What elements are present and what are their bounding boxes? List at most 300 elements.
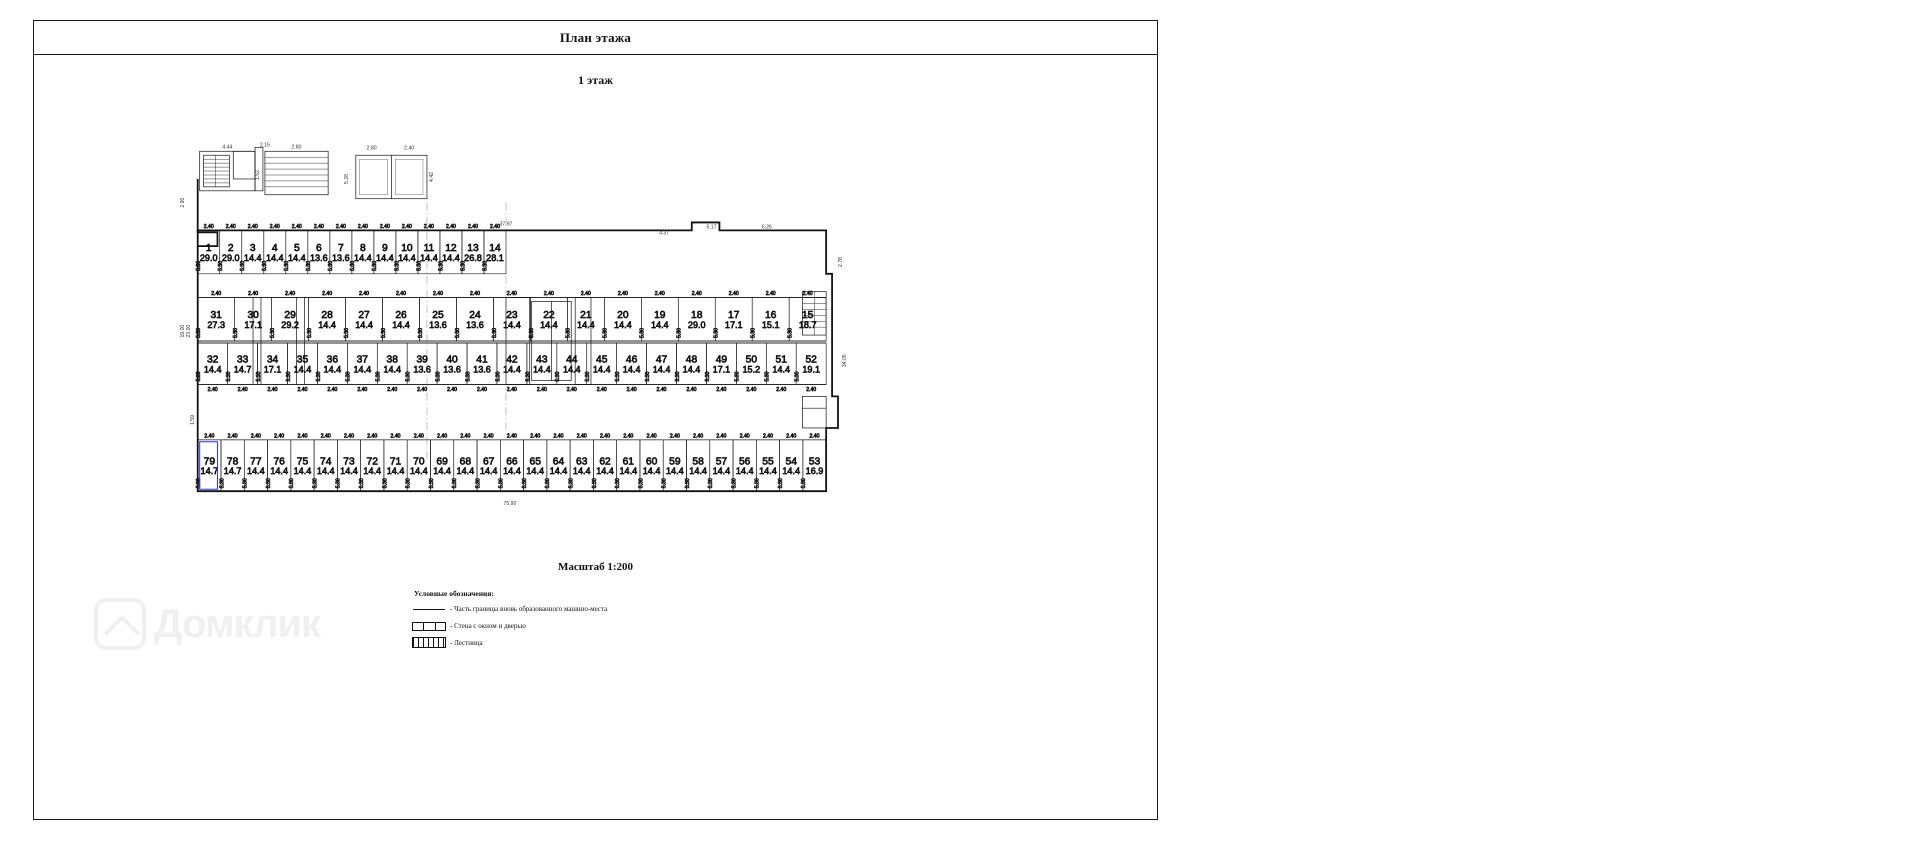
cell-depth-label: 5.30 xyxy=(345,371,352,382)
parking-cell[interactable] xyxy=(262,224,286,274)
cell-dimension-label: 2.40 xyxy=(506,291,517,298)
cell-depth-label: 5.30 xyxy=(438,260,445,271)
cell-depth-label: 5.30 xyxy=(270,328,277,339)
parking-cell[interactable] xyxy=(346,343,378,393)
cell-depth-label: 5.30 xyxy=(312,478,319,489)
cell-depth-label: 5.30 xyxy=(416,260,423,271)
parking-cell[interactable] xyxy=(795,343,827,393)
parking-cell[interactable] xyxy=(312,433,337,491)
cell-dimension-label: 2.40 xyxy=(669,433,680,440)
parking-cell-number: 40 xyxy=(446,354,458,366)
parking-cell-number: 4 xyxy=(271,242,278,254)
parking-cell-number: 59 xyxy=(669,456,681,468)
svg-text:2.80: 2.80 xyxy=(366,145,377,152)
parking-cell[interactable] xyxy=(306,224,330,274)
parking-cell-area: 16.9 xyxy=(805,466,824,477)
parking-cell-number: 48 xyxy=(685,354,698,366)
cell-dimension-label: 2.40 xyxy=(247,223,258,230)
cell-dimension-label: 2.40 xyxy=(765,291,776,298)
boundary-line-icon xyxy=(412,603,446,615)
parking-cell-area: 29.2 xyxy=(281,319,299,330)
parking-cell-number: 63 xyxy=(576,456,588,468)
parking-cell[interactable] xyxy=(240,224,264,274)
cell-dimension-label: 2.40 xyxy=(248,291,259,298)
parking-cell[interactable] xyxy=(765,343,797,393)
parking-cell-number: 51 xyxy=(775,354,787,366)
floor-plan-drawing xyxy=(174,141,1004,541)
cell-depth-label: 5.30 xyxy=(306,328,313,339)
cell-depth-label: 5.30 xyxy=(196,260,203,271)
parking-cell[interactable] xyxy=(495,343,527,393)
cell-depth-label: 5.30 xyxy=(284,260,291,271)
parking-cell-number: 46 xyxy=(625,354,638,366)
parking-cell-number: 73 xyxy=(343,456,355,468)
parking-cell-area: 14.4 xyxy=(503,364,521,375)
parking-cell-number: 66 xyxy=(506,456,518,468)
cell-depth-label: 5.30 xyxy=(602,328,609,339)
parking-cell-number: 15 xyxy=(801,310,814,322)
parking-cell[interactable] xyxy=(372,224,396,274)
parking-cell-number: 60 xyxy=(645,456,658,468)
parking-cell[interactable] xyxy=(350,224,374,274)
cell-dimension-label: 2.40 xyxy=(357,386,368,393)
parking-cell-number: 31 xyxy=(210,310,222,322)
parking-cell[interactable] xyxy=(196,291,235,341)
parking-cell-area: 14.4 xyxy=(247,466,265,477)
parking-cell-area: 14.4 xyxy=(323,364,342,375)
parking-cell-number: 68 xyxy=(459,456,472,468)
cell-depth-label: 5.30 xyxy=(498,478,505,489)
parking-cell-number: 13 xyxy=(467,242,479,254)
parking-cell[interactable] xyxy=(460,224,484,274)
cell-depth-label: 5.30 xyxy=(405,478,412,489)
cell-dimension-label: 2.40 xyxy=(433,291,443,298)
cell-depth-label: 5.30 xyxy=(731,478,738,489)
parking-cell-number: 3 xyxy=(249,242,256,254)
legend-item-stair xyxy=(412,637,832,649)
cell-depth-label: 5.30 xyxy=(196,328,203,339)
cell-depth-label: 5.30 xyxy=(372,260,379,271)
parking-cell[interactable] xyxy=(289,433,314,491)
cell-dimension-label: 2.40 xyxy=(693,433,704,440)
cell-dimension-label: 2.40 xyxy=(285,291,296,298)
cell-depth-label: 5.30 xyxy=(240,260,247,271)
parking-cell[interactable] xyxy=(266,433,291,491)
cell-dimension-label: 2.40 xyxy=(596,386,607,393)
cell-depth-label: 5.30 xyxy=(350,260,357,271)
parking-cell-area: 14.4 xyxy=(265,252,284,263)
parking-cell-number: 2 xyxy=(227,242,234,254)
parking-cell[interactable] xyxy=(522,433,547,491)
cell-dimension-label: 2.40 xyxy=(225,223,236,230)
parking-cell-number: 71 xyxy=(389,456,402,468)
cell-depth-label: 5.30 xyxy=(545,478,552,489)
cell-depth-label: 5.30 xyxy=(428,478,435,489)
cell-depth-label: 5.30 xyxy=(684,478,691,489)
parking-cell-area: 14.4 xyxy=(409,466,428,477)
parking-cell-area: 14.4 xyxy=(562,364,581,375)
cell-depth-label: 5.30 xyxy=(555,371,562,382)
cell-dimension-label: 2.40 xyxy=(379,223,390,230)
parking-cell-area: 14.4 xyxy=(293,364,312,375)
cell-dimension-label: 2.40 xyxy=(691,291,702,298)
cell-depth-label: 5.30 xyxy=(754,478,761,489)
cell-dimension-label: 2.40 xyxy=(320,433,331,440)
cell-dimension-label: 2.40 xyxy=(291,223,302,230)
parking-cell[interactable] xyxy=(416,224,440,274)
cell-dimension-label: 2.40 xyxy=(762,433,773,440)
parking-cell[interactable] xyxy=(243,433,268,491)
parking-cell[interactable] xyxy=(196,343,228,393)
parking-cell-area: 28.1 xyxy=(486,252,504,263)
cell-dimension-label: 2.40 xyxy=(327,386,338,393)
parking-cell-number: 44 xyxy=(566,354,578,366)
cell-dimension-label: 2.40 xyxy=(600,433,611,440)
parking-cell-number: 35 xyxy=(296,354,309,366)
parking-cell[interactable] xyxy=(336,433,361,491)
parking-cell[interactable] xyxy=(801,433,826,491)
parking-cell-number: 70 xyxy=(413,456,425,468)
parking-cell[interactable] xyxy=(755,433,780,491)
parking-cell[interactable] xyxy=(615,433,640,491)
parking-cell[interactable] xyxy=(382,433,407,491)
parking-cell[interactable] xyxy=(286,343,318,393)
parking-cell[interactable] xyxy=(585,343,617,393)
parking-cell-number: 38 xyxy=(386,354,398,366)
svg-text:4.44: 4.44 xyxy=(222,144,233,151)
parking-cell-number: 17 xyxy=(728,310,740,322)
parking-cell[interactable] xyxy=(751,291,790,341)
cell-depth-label: 5.30 xyxy=(525,371,532,382)
cell-dimension-label: 2.40 xyxy=(506,433,517,440)
parking-cell-number: 23 xyxy=(506,310,518,322)
parking-cell-number: 7 xyxy=(337,242,344,254)
parking-cell-area: 14.4 xyxy=(354,252,372,263)
parking-cell[interactable] xyxy=(218,224,242,274)
cell-depth-label: 5.30 xyxy=(343,328,350,339)
legend-item-boundary xyxy=(412,603,832,615)
parking-cell[interactable] xyxy=(406,433,431,491)
parking-cell-number: 18 xyxy=(691,310,703,322)
cell-depth-label: 5.30 xyxy=(382,478,389,489)
parking-cell[interactable] xyxy=(705,343,737,393)
cell-dimension-label: 2.40 xyxy=(250,433,261,440)
cell-depth-label: 5.30 xyxy=(335,478,342,489)
parking-cell-area: 13.6 xyxy=(309,252,328,263)
parking-cell-area: 14.4 xyxy=(503,319,521,330)
watermark-text: Домклик xyxy=(154,601,321,646)
cell-depth-label: 5.30 xyxy=(638,478,645,489)
cell-dimension-label: 2.40 xyxy=(536,386,547,393)
parking-cell-area: 14.4 xyxy=(442,252,460,263)
dim-left-1: 23.00 xyxy=(185,324,192,338)
cell-dimension-label: 2.40 xyxy=(809,433,820,440)
cell-dimension-label: 2.40 xyxy=(506,386,517,393)
parking-cell-number: 24 xyxy=(469,310,481,322)
parking-cell[interactable] xyxy=(270,291,309,341)
parking-cell[interactable] xyxy=(685,433,710,491)
cell-depth-label: 5.30 xyxy=(289,478,296,489)
cell-depth-label: 5.30 xyxy=(394,260,401,271)
cell-depth-label: 5.30 xyxy=(777,478,784,489)
parking-row-middle-lower xyxy=(196,343,826,393)
parking-cell-area: 14.4 xyxy=(203,364,222,375)
parking-cell[interactable] xyxy=(499,433,524,491)
parking-cell-area: 14.4 xyxy=(270,466,289,477)
parking-cell-number: 52 xyxy=(805,354,817,366)
parking-cell[interactable] xyxy=(465,343,497,393)
cell-depth-label: 5.30 xyxy=(713,328,720,339)
parking-cell[interactable] xyxy=(475,433,500,491)
cell-depth-label: 5.30 xyxy=(644,371,651,382)
parking-cell-area: 14.4 xyxy=(549,466,568,477)
cell-dimension-label: 2.40 xyxy=(367,433,378,440)
parking-cell-area: 14.4 xyxy=(642,466,661,477)
parking-cell-number: 34 xyxy=(266,354,279,366)
svg-text:2.90: 2.90 xyxy=(179,197,186,208)
parking-cell-area: 14.4 xyxy=(433,466,451,477)
cell-depth-label: 5.30 xyxy=(528,328,535,339)
parking-cell[interactable] xyxy=(429,433,454,491)
cell-dimension-label: 2.40 xyxy=(269,223,280,230)
cell-dimension-label: 2.40 xyxy=(297,386,308,393)
watermark xyxy=(94,598,320,650)
parking-cell-area: 14.4 xyxy=(398,252,416,263)
parking-cell-area: 14.4 xyxy=(759,466,777,477)
parking-cell[interactable] xyxy=(381,291,420,341)
cell-dimension-label: 2.40 xyxy=(716,433,727,440)
parking-cell[interactable] xyxy=(640,291,679,341)
parking-cell[interactable] xyxy=(615,343,647,393)
cell-dimension-label: 2.40 xyxy=(746,386,757,393)
cell-depth-label: 5.30 xyxy=(265,478,272,489)
parking-cell[interactable] xyxy=(735,343,767,393)
cell-dimension-label: 2.40 xyxy=(477,386,488,393)
parking-cell-area: 14.4 xyxy=(592,364,611,375)
parking-cell[interactable] xyxy=(418,291,457,341)
parking-cell-number: 79 xyxy=(203,456,216,468)
parking-cell-area: 29.0 xyxy=(221,252,240,263)
parking-cell[interactable] xyxy=(359,433,384,491)
parking-cell-area: 14.4 xyxy=(287,252,306,263)
parking-cell-area: 17.1 xyxy=(244,319,263,330)
parking-cell[interactable] xyxy=(233,291,272,341)
parking-cell[interactable] xyxy=(344,291,383,341)
parking-cell[interactable] xyxy=(731,433,756,491)
parking-cell-area: 14.4 xyxy=(572,466,591,477)
cell-dimension-label: 2.40 xyxy=(203,223,214,230)
parking-cell[interactable] xyxy=(545,433,570,491)
parking-cell-number: 30 xyxy=(247,310,259,322)
cell-dimension-label: 2.40 xyxy=(396,291,407,298)
svg-text:2.15: 2.15 xyxy=(259,142,270,149)
parking-row-top xyxy=(196,224,506,274)
cell-depth-label: 5.30 xyxy=(787,328,794,339)
parking-cell-number: 65 xyxy=(529,456,541,468)
cell-dimension-label: 2.40 xyxy=(739,433,750,440)
floor-plan-document xyxy=(33,20,1158,820)
parking-cell-number: 14 xyxy=(489,242,501,254)
parking-cell-area: 14.4 xyxy=(735,466,754,477)
parking-cell-number: 36 xyxy=(326,354,339,366)
parking-cell[interactable] xyxy=(638,433,663,491)
cell-dimension-label: 2.40 xyxy=(617,291,628,298)
parking-cell-number: 42 xyxy=(506,354,518,366)
cell-dimension-label: 2.40 xyxy=(207,386,218,393)
parking-cell-area: 14.4 xyxy=(420,252,438,263)
parking-cell-area: 14.4 xyxy=(243,252,262,263)
svg-text:1.52: 1.52 xyxy=(254,170,261,180)
parking-cell-area: 14.4 xyxy=(613,319,632,330)
cell-dimension-label: 2.40 xyxy=(776,386,787,393)
cell-depth-label: 5.30 xyxy=(262,260,269,271)
cell-dimension-label: 2.40 xyxy=(447,386,458,393)
parking-cell-area: 13.6 xyxy=(413,364,431,375)
parking-cell-number: 67 xyxy=(482,456,495,468)
cell-depth-label: 5.30 xyxy=(475,478,482,489)
parking-cell-number: 56 xyxy=(738,456,751,468)
parking-cell-number: 29 xyxy=(284,310,296,322)
legend-item-label: - Стена с окном и дверью xyxy=(450,622,526,630)
svg-text:2.80: 2.80 xyxy=(291,144,302,151)
parking-cell-area: 14.4 xyxy=(652,364,671,375)
cell-dimension-label: 2.40 xyxy=(490,223,500,230)
parking-cell-number: 61 xyxy=(622,456,635,468)
parking-cell[interactable] xyxy=(592,433,617,491)
parking-cell[interactable] xyxy=(482,224,506,274)
cell-dimension-label: 2.40 xyxy=(716,386,727,393)
parking-cell[interactable] xyxy=(778,433,803,491)
parking-cell[interactable] xyxy=(568,433,593,491)
parking-cell[interactable] xyxy=(455,291,494,341)
cell-depth-label: 5.30 xyxy=(306,260,313,271)
parking-cell-area: 14.4 xyxy=(316,466,335,477)
cell-depth-label: 5.30 xyxy=(454,328,461,339)
cell-dimension-label: 2.40 xyxy=(626,386,637,393)
legend-item-wall xyxy=(412,620,832,632)
parking-cell-number: 64 xyxy=(552,456,565,468)
parking-cell-number: 55 xyxy=(762,456,774,468)
dim-bottom-overall: 75.90 xyxy=(503,501,517,508)
parking-cell[interactable] xyxy=(376,343,408,393)
parking-cell-area: 14.4 xyxy=(619,466,638,477)
cell-depth-label: 5.30 xyxy=(674,371,681,382)
parking-cell[interactable] xyxy=(284,224,308,274)
wall-window-door-icon xyxy=(412,620,446,632)
parking-cell[interactable] xyxy=(438,224,462,274)
parking-cell[interactable] xyxy=(492,291,531,341)
cell-depth-label: 5.30 xyxy=(405,371,412,382)
parking-cell-area: 26.8 xyxy=(464,252,482,263)
parking-cell-number: 21 xyxy=(580,310,592,322)
cell-depth-label: 5.30 xyxy=(734,371,741,382)
parking-cell[interactable] xyxy=(316,343,348,393)
cell-dimension-label: 2.40 xyxy=(580,291,591,298)
parking-cell-area: 13.6 xyxy=(443,364,461,375)
parking-cell[interactable] xyxy=(529,291,568,341)
cell-dimension-label: 2.40 xyxy=(359,291,370,298)
parking-cell-number: 9 xyxy=(382,242,388,254)
parking-cell-number: 75 xyxy=(296,456,309,468)
cell-dimension-label: 2.40 xyxy=(654,291,665,298)
parking-cell-number: 62 xyxy=(599,456,611,468)
cell-depth-label: 5.30 xyxy=(417,328,424,339)
parking-cell[interactable] xyxy=(328,224,352,274)
parking-cell[interactable] xyxy=(714,291,753,341)
parking-cell-area: 13.6 xyxy=(429,319,447,330)
parking-cell[interactable] xyxy=(603,291,642,341)
parking-cell-number: 28 xyxy=(321,310,333,322)
svg-text:2.78: 2.78 xyxy=(837,256,844,267)
cell-depth-label: 5.30 xyxy=(242,478,249,489)
parking-cell-area: 14.4 xyxy=(689,466,707,477)
parking-cell-number: 22 xyxy=(543,310,555,322)
dim-top-overall: 37.97 xyxy=(499,221,513,228)
cell-depth-label: 5.30 xyxy=(359,478,366,489)
cell-depth-label: 5.30 xyxy=(661,478,668,489)
parking-cell[interactable] xyxy=(452,433,477,491)
parking-cell[interactable] xyxy=(675,343,707,393)
cell-dimension-label: 2.40 xyxy=(802,291,813,298)
parking-cell-area: 14.4 xyxy=(376,252,394,263)
parking-cell-number: 45 xyxy=(595,354,608,366)
cell-dimension-label: 2.40 xyxy=(227,433,238,440)
parking-cell[interactable] xyxy=(219,433,244,491)
parking-cell-area: 14.7 xyxy=(223,466,242,477)
cell-dimension-label: 2.40 xyxy=(806,386,817,393)
parking-cell[interactable] xyxy=(406,343,438,393)
parking-cell[interactable] xyxy=(435,343,467,393)
parking-cell[interactable] xyxy=(788,291,827,341)
parking-cell-number: 16 xyxy=(764,310,777,322)
cell-dimension-label: 2.40 xyxy=(483,433,494,440)
parking-cell-number: 11 xyxy=(423,242,435,254)
parking-cell-number: 6 xyxy=(315,242,322,254)
cell-depth-label: 5.30 xyxy=(764,371,771,382)
legend xyxy=(412,589,832,654)
parking-cell-number: 78 xyxy=(226,456,239,468)
dim-right: 34.05 xyxy=(841,354,848,368)
parking-cell[interactable] xyxy=(662,433,687,491)
cell-dimension-label: 2.40 xyxy=(335,223,346,230)
parking-cell-number: 1 xyxy=(205,242,212,254)
parking-cell-area: 18.7 xyxy=(798,319,817,330)
cell-dimension-label: 2.40 xyxy=(566,386,577,393)
parking-cell-area: 14.7 xyxy=(200,466,219,477)
parking-cell[interactable] xyxy=(708,433,733,491)
parking-cell-area: 14.4 xyxy=(650,319,669,330)
parking-cell-area: 14.7 xyxy=(233,364,252,375)
cell-depth-label: 5.30 xyxy=(435,371,442,382)
cell-dimension-label: 2.40 xyxy=(445,223,456,230)
cell-depth-label: 5.30 xyxy=(255,371,262,382)
parking-cell[interactable] xyxy=(307,291,346,341)
cell-depth-label: 5.30 xyxy=(750,328,757,339)
cell-depth-label: 5.30 xyxy=(460,260,467,271)
parking-cell-area: 27.3 xyxy=(207,319,226,330)
cell-depth-label: 5.30 xyxy=(704,371,711,382)
cell-dimension-label: 2.40 xyxy=(460,433,471,440)
parking-cell-area: 14.4 xyxy=(682,364,701,375)
cell-dimension-label: 2.40 xyxy=(322,291,333,298)
parking-cell[interactable] xyxy=(645,343,677,393)
parking-cell-area: 14.4 xyxy=(392,319,410,330)
parking-cell-area: 17.1 xyxy=(724,319,743,330)
parking-cell-area: 19.1 xyxy=(802,364,821,375)
parking-cell[interactable] xyxy=(677,291,716,341)
cell-depth-label: 5.30 xyxy=(465,371,472,382)
parking-cell[interactable] xyxy=(394,224,418,274)
